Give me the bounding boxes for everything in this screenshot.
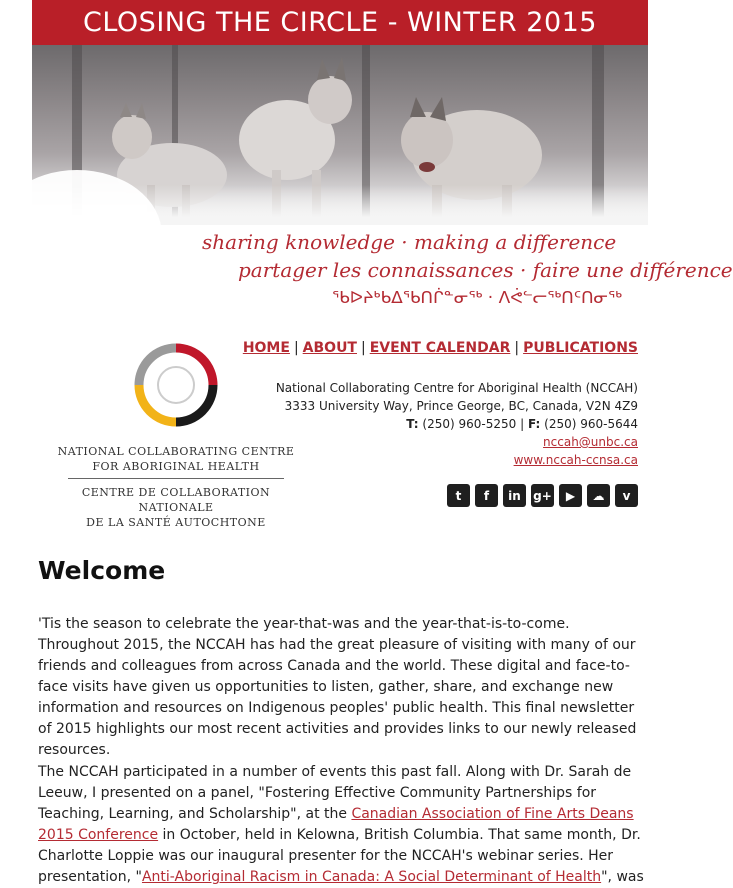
- tagline-english: sharing knowledge · making a difference: [202, 230, 617, 254]
- phone-fax: [276, 415, 638, 433]
- tel-number: (250) 960-5250: [422, 417, 517, 431]
- nav-separator: |: [514, 340, 520, 356]
- website-link[interactable]: www.nccah-ccnsa.ca: [513, 453, 638, 467]
- paragraph-text: ", was: [601, 869, 644, 885]
- newsletter-title: CLOSING THE CIRCLE - WINTER 2015: [32, 0, 648, 45]
- tagline-french: partager les connaissances · faire une différence: [238, 258, 733, 282]
- logo-english-line: FOR ABORIGINAL HEALTH: [92, 460, 260, 473]
- welcome-heading: Welcome: [38, 556, 166, 585]
- events-paragraph: [38, 762, 648, 888]
- logo-french-line: CENTRE DE COLLABORATION NATIONALE: [81, 486, 271, 514]
- fax-number: (250) 960-5644: [544, 417, 638, 431]
- paragraph-text: in October, held in Kelowna, British Columbia. That same month, Dr. Charlotte Loppie was our inaugural presenter for the NCCAH's webinar series. Her presentation, ": [38, 827, 641, 885]
- cafad-conference-link[interactable]: Canadian Association of Fine Arts Deans 2015 Conference: [38, 806, 634, 843]
- social-links: [447, 484, 638, 507]
- linkedin-icon[interactable]: in: [503, 484, 526, 507]
- email-link[interactable]: nccah@unbc.ca: [543, 435, 638, 449]
- soundcloud-icon[interactable]: ☁: [587, 484, 610, 507]
- tel-label: T:: [406, 417, 419, 431]
- twitter-icon[interactable]: t: [447, 484, 470, 507]
- logo-english-line: NATIONAL COLLABORATING CENTRE: [57, 445, 295, 458]
- google-plus-icon[interactable]: g+: [531, 484, 554, 507]
- paragraph-text: The NCCAH participated in a number of events this past fall. Along with Dr. Sarah de Leeuw, I presented on a panel, "Fostering Effective Community Partnerships for Teaching, Learning, and Scholarship", at the: [38, 764, 632, 822]
- facebook-icon[interactable]: f: [475, 484, 498, 507]
- vimeo-icon[interactable]: v: [615, 484, 638, 507]
- circle-logo-icon: [131, 340, 221, 430]
- org-address: 3333 University Way, Prince George, BC, Canada, V2N 4Z9: [284, 399, 638, 413]
- nav-publications-link[interactable]: PUBLICATIONS: [523, 340, 638, 356]
- contact-block: [276, 379, 638, 469]
- tagline-inuktitut: ᖃᐅᔨᒃᑲᐃᖃᑎᒌᓐᓂᖅ · ᐱᕚᓪᓕᖅᑎᑦᑎᓂᖅ: [332, 288, 623, 308]
- logo-french-line: DE LA SANTÉ AUTOCHTONE: [86, 516, 266, 529]
- logo-english-name: [56, 444, 296, 474]
- top-nav: [243, 340, 638, 356]
- fax-label: F:: [527, 417, 541, 431]
- nav-about-link[interactable]: ABOUT: [302, 340, 357, 356]
- org-name: National Collaborating Centre for Aboriginal Health (NCCAH): [275, 381, 638, 395]
- nav-home-link[interactable]: HOME: [242, 340, 290, 356]
- webinar-link[interactable]: Anti-Aboriginal Racism in Canada: A Social Determinant of Health: [141, 869, 602, 885]
- nav-separator: |: [360, 340, 366, 356]
- welcome-paragraph: 'Tis the season to celebrate the year-that-was and the year-that-is-to-come. Throughout 2015, the NCCAH has had the great pleasure of visiting with many of our friends and colleagues from across Canada and the world. These digital and face-to-face visits have given us opportunities to listen, gather, share, and exchange new information and resources on Indigenous peoples' public health. This final newsletter of 2015 highlights our most recent activities and provides links to our newly released resources.: [38, 616, 637, 758]
- logo-divider: [68, 478, 284, 479]
- nav-event-calendar-link[interactable]: EVENT CALENDAR: [369, 340, 511, 356]
- nav-separator: |: [293, 340, 299, 356]
- tagline-block: [32, 226, 733, 318]
- logo-french-name: [56, 485, 296, 530]
- header-banner: [32, 0, 733, 318]
- contact-separator: |: [520, 417, 525, 431]
- nccah-logo[interactable]: [56, 340, 296, 529]
- youtube-icon[interactable]: ▶: [559, 484, 582, 507]
